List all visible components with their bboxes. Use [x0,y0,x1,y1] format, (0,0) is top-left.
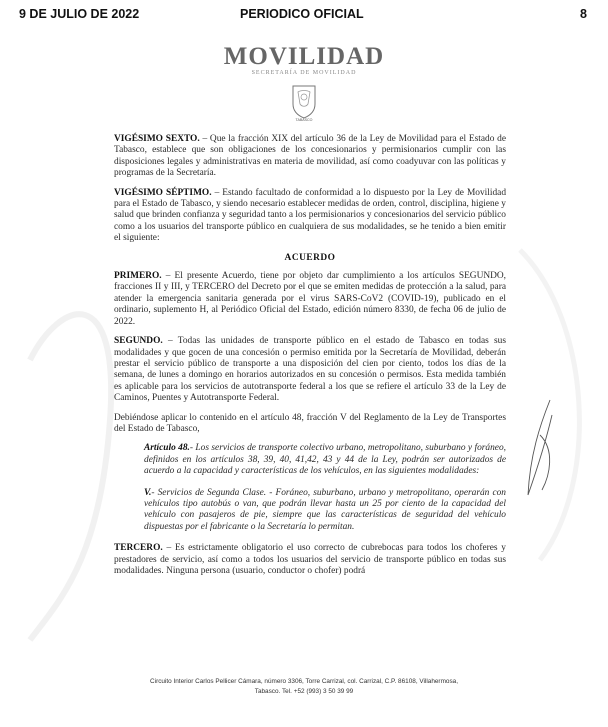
paragraph-segundo: SEGUNDO. – Todas las unidades de transporte público en el estado de Tabasco en todas sus modalidades y que gocen de una concesión o permiso emitida por la Secretaría de Movilidad, deberán prestar el servicio público de transporte a una disposición del cien por ciento, todos los días de la semana, de lunes a domingo en horarios autorizados en su concesión o permisos. Esta medida también es aplicable para los servicios de autotransporte federal a los que se refiere el artículo 33 de la Ley de Caminos, Puentes y Autotransporte Federal. [114,336,506,404]
signature-mark [510,395,570,505]
quote-fraccion-v: V.- Servicios de Segunda Clase. - Foráneo, suburbano, urbano y metropolitano, operarán con vehículos tipo autobús o van, que podrán llevar hasta un 25 por ciento de la capacidad del vehículo con pasajeros de pie, siempre que las características de seguridad del vehículo dispuestas por el fabricante o la Secretaría lo permitan. [144,487,506,532]
logo-subtitle: SECRETARÍA DE MOVILIDAD [251,70,357,76]
section-heading-acuerdo: ACUERDO [284,252,336,263]
header-title: PERIODICO OFICIAL [240,7,364,21]
footer-address [90,677,518,697]
paragraph-debiendose: Debiéndose aplicar lo contenido en el artículo 48, fracción V del Reglamento de la Ley de Transportes del Estado de Tabasco, [114,412,506,434]
header-date: 9 DE JULIO DE 2022 [19,7,140,21]
header-page-number: 8 [580,7,587,21]
tabasco-crest-icon [289,82,319,122]
paragraph-vigesimo-sexto: VIGÉSIMO SEXTO. – Que la fracción XIX del artículo 36 de la Ley de Movilidad para el Estado de Tabasco, establece que son obligaciones de los concesionarios y permisionarios cumplir con las disposiciones legales y administrativas en materia de movilidad, así como coadyuvar con las políticas y programas de la Secretaría. [114,134,506,179]
quote-articulo-48: Artículo 48.- Los servicios de transporte colectivo urbano, metropolitano, suburbano y foráneo, definidos en los artículos 38, 39, 40, 41,42, 43 y 44 de la Ley, podrán ser autorizados de acuerdo a la capacidad y características de los vehículos, en las siguientes modalidades: [144,443,506,477]
paragraph-primero: PRIMERO. – El presente Acuerdo, tiene por objeto dar cumplimiento a los artículos SEGUNDO, fracciones II y III, y TERCERO del Decreto por el que se emiten medidas de protección a la salud, para atender la emergencia sanitaria generada por el virus SARS-CoV2 (COVID-19), publicado en el ordinario, suplemento H, al Periódico Oficial del Estado, edición número 8330, de fecha 06 de julio de 2022. [114,271,506,327]
document-body [114,134,506,585]
crest-label: TABASCO [295,118,313,122]
paragraph-tercero: TERCERO. – Es estrictamente obligatorio el uso correcto de cubrebocas para todos los choferes y prestadores de servicio, así como a todos los usuarios del servicio de transporte público en todas sus modalidades. Ninguna persona (usuario, conductor o chofer) podrá [114,543,506,576]
paragraph-vigesimo-septimo: VIGÉSIMO SÉPTIMO. – Estando facultado de conformidad a lo dispuesto por la Ley de Movilidad para el Estado de Tabasco, y siendo necesario establecer medidas de orden, control, disciplina, higiene y salud que brinden confianza y seguridad tanto a los permisionarios y concesionarios del servicio público como a los usuarios del transporte público en cualquiera de sus modalidades, se he tenido a bien emitir el siguiente: [114,187,507,244]
footer-line-2: Tabasco. Tel. +52 (993) 3 50 39 99 [254,688,354,695]
logo-title: MOVILIDAD [223,43,385,70]
footer-line-1: Circuito Interior Carlos Pellicer Cámara, número 3306, Torre Carrizal, col. Carrizal, C.P. 86108, Villahermosa, [150,678,458,685]
